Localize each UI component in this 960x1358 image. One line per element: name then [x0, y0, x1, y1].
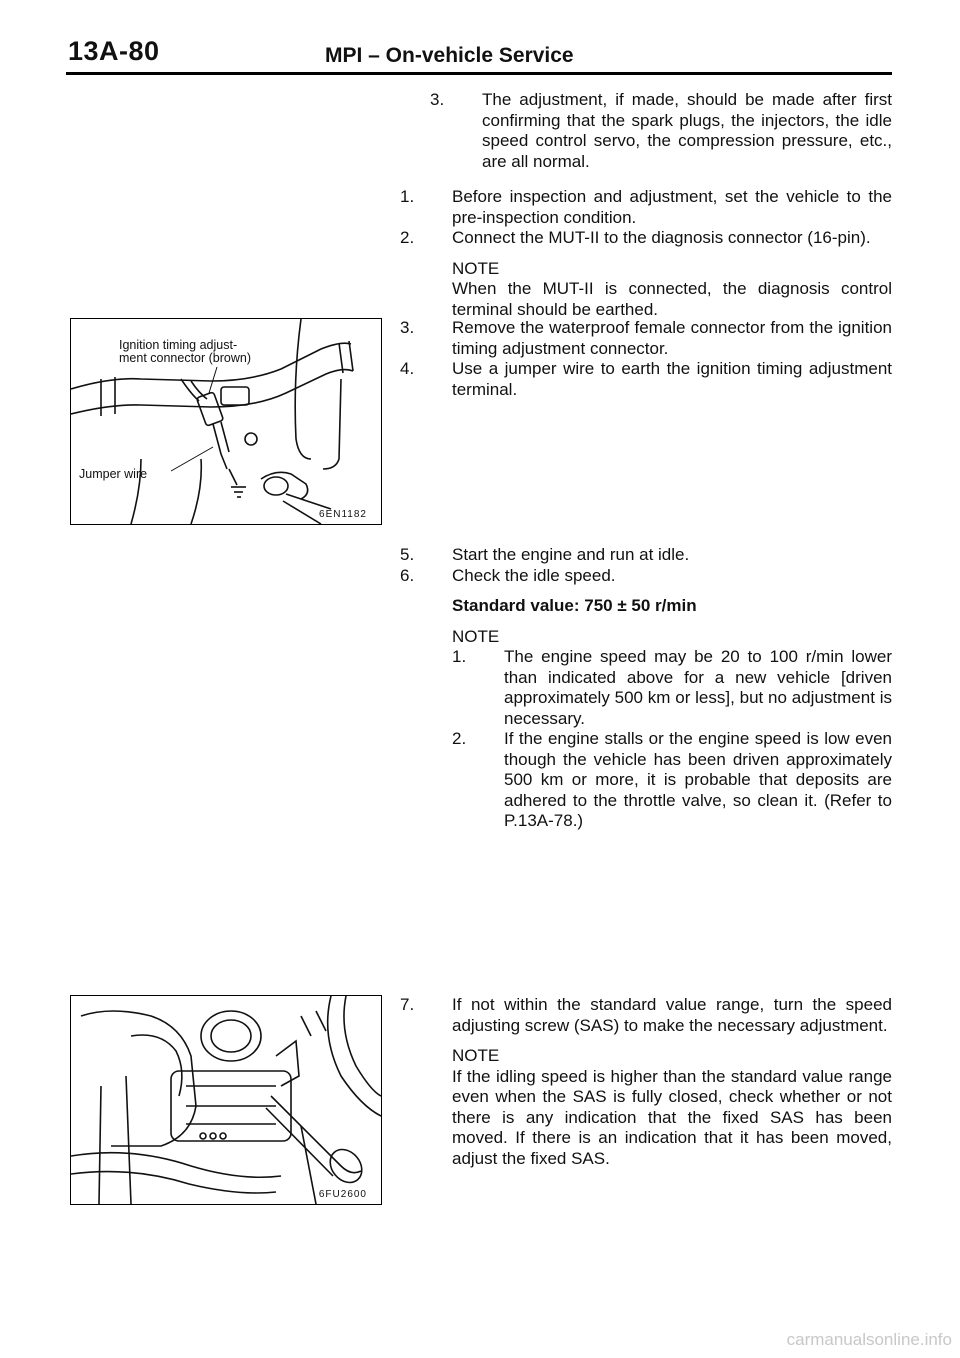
section-title: MPI – On-vehicle Service	[325, 44, 574, 67]
page-header	[0, 0, 960, 80]
note-label: NOTE	[452, 1046, 500, 1065]
note-text: The engine speed may be 20 to 100 r/min lower than indicated above for a new vehicle [driven approximately 500 km or less], but no adjustment is necessary.	[504, 647, 892, 728]
figure-speed-adjusting-screw	[70, 995, 382, 1205]
step-text: Before inspection and adjustment, set the vehicle to the pre-inspection condition.	[452, 187, 892, 227]
connector-label	[119, 339, 251, 365]
connector-label-line2: ment connector (brown)	[119, 351, 252, 365]
step-number: 3.	[430, 90, 445, 109]
step-7-turn-sas	[400, 995, 892, 1036]
page-number: 13A-80	[68, 36, 160, 66]
figure-code: 6EN1182	[319, 509, 367, 520]
step-4-jumper-wire	[400, 359, 892, 400]
header-rule	[66, 72, 892, 75]
note-item-1	[452, 647, 892, 729]
step-number: 1.	[400, 187, 415, 206]
text-block-connector	[400, 318, 892, 400]
step-number: 5.	[400, 545, 415, 564]
figure-code: 6FU2600	[318, 1189, 367, 1200]
step-text: Check the idle speed.	[452, 565, 616, 585]
standard-value: Standard value: 750 ± 50 r/min	[452, 596, 697, 615]
note-number: 1.	[452, 647, 467, 666]
step-number: 3.	[400, 318, 415, 337]
step-number: 7.	[400, 995, 415, 1014]
step-number: 6.	[400, 565, 415, 585]
note-item-2	[452, 729, 892, 832]
note-number: 2.	[452, 729, 467, 748]
step-text: The adjustment, if made, should be made after first confirming that the spark plugs, the injectors, the idle speed control servo, the compression pressure, etc., are all normal.	[482, 90, 892, 171]
watermark: carmanualsonline.info	[786, 1330, 952, 1349]
step-text: If not within the standard value range, turn the speed adjusting screw (SAS) to make the necessary adjustment.	[452, 995, 892, 1035]
step-number: 2.	[400, 228, 415, 247]
note-label: NOTE	[452, 258, 500, 278]
step-3-remove-connector	[400, 318, 892, 359]
text-block-idle-speed	[400, 545, 892, 832]
throttle-body-illustration	[71, 996, 381, 1204]
note-label: NOTE	[452, 626, 500, 646]
step-text: Start the engine and run at idle.	[452, 545, 690, 564]
step-text: Remove the waterproof female connector from the ignition timing adjustment connector.	[452, 318, 892, 358]
step-3-confirm	[430, 90, 892, 172]
figure-ignition-connector	[70, 318, 382, 525]
step-1-preinspection	[400, 187, 892, 228]
note-text: If the idling speed is higher than the standard value range even when the SAS is fully closed, check whether or not there is any indication that the fixed SAS has been moved. If there is an indication that it has been moved, adjust the fixed SAS.	[452, 1066, 892, 1168]
step-2-connect-mut	[400, 228, 892, 249]
step-6-check-idle	[400, 566, 892, 587]
text-block-sas-adjust	[400, 995, 892, 1169]
step-5-start-engine	[400, 545, 892, 566]
step-number: 4.	[400, 359, 415, 378]
step-text: Use a jumper wire to earth the ignition timing adjustment terminal.	[452, 359, 892, 399]
text-block-intro	[400, 90, 892, 320]
jumper-wire-label: Jumper wire	[79, 467, 148, 481]
step-text: Connect the MUT-II to the diagnosis connector (16-pin).	[452, 228, 871, 247]
note-text: If the engine stalls or the engine speed is low even though the vehicle has been driven approximately 500 km or more, it is probable that deposits are adhered to the throttle valve, so clean it. (Refer to P.13A-78.)	[504, 729, 892, 830]
note-text: When the MUT-II is connected, the diagnosis control terminal should be earthed.	[452, 279, 892, 319]
connector-label-line1: Ignition timing adjust-	[119, 338, 238, 352]
